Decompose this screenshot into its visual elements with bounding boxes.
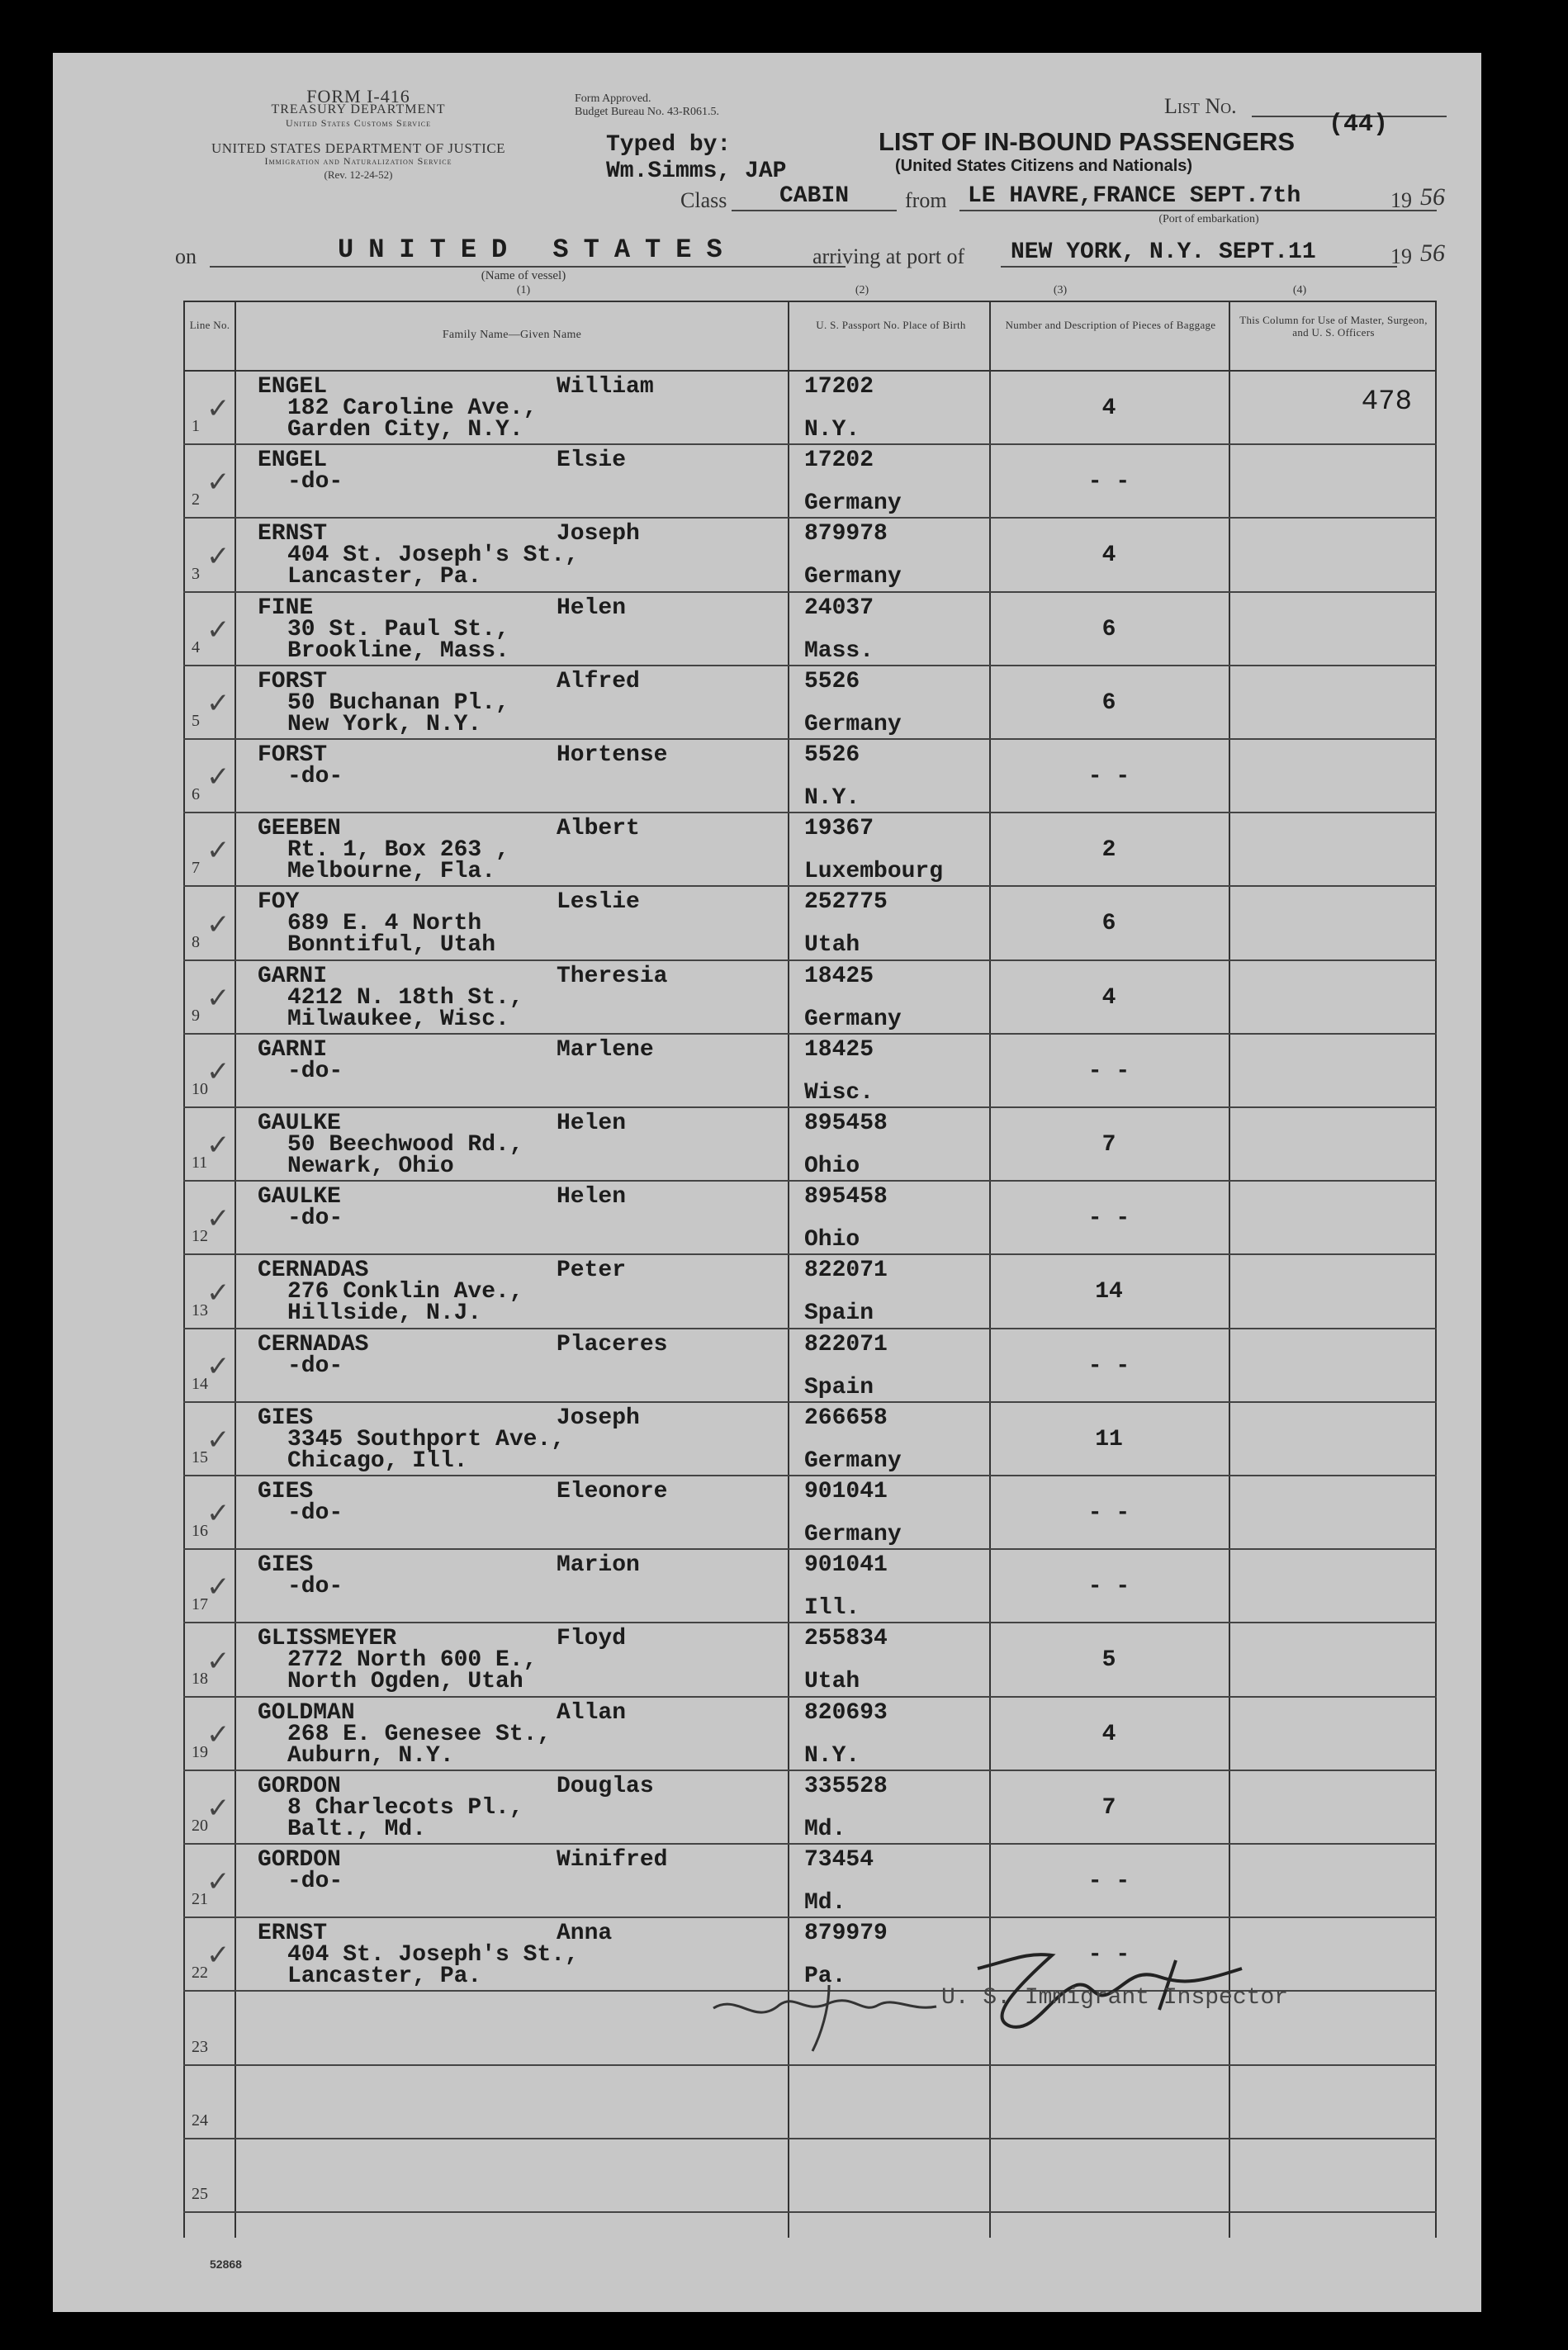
address-line-2: Newark, Ohio xyxy=(287,1154,454,1179)
passport-number: 5526 xyxy=(804,742,860,768)
family-name: GAULKE xyxy=(258,1184,341,1211)
check-mark-icon: ✓ xyxy=(206,760,230,794)
check-mark-icon: ✓ xyxy=(206,1497,230,1531)
class-underline xyxy=(732,210,897,211)
line-number: 13 xyxy=(192,1301,208,1320)
given-name: Floyd xyxy=(557,1626,627,1652)
check-mark-icon: ✓ xyxy=(206,1349,230,1383)
check-mark-icon: ✓ xyxy=(206,1717,230,1751)
table-row xyxy=(53,961,1481,1035)
family-name: GEEBEN xyxy=(258,816,341,842)
passport-number: 820693 xyxy=(804,1699,888,1726)
family-name: GOLDMAN xyxy=(258,1699,355,1726)
passport-number: 5526 xyxy=(804,668,860,694)
passport-number: 879978 xyxy=(804,521,888,547)
address-line-1: 276 Conklin Ave., xyxy=(287,1279,523,1305)
baggage-count: 7 xyxy=(1101,1132,1116,1158)
port-embarkation-caption: (Port of embarkation) xyxy=(1158,213,1259,225)
given-name: Peter xyxy=(557,1258,627,1284)
check-mark-icon: ✓ xyxy=(206,907,230,941)
table-row xyxy=(53,445,1481,519)
line-number: 8 xyxy=(192,932,200,951)
line-number: 21 xyxy=(192,1890,208,1909)
baggage-count: - - xyxy=(1087,1869,1130,1894)
family-name: FORST xyxy=(258,668,328,694)
vessel-caption: (Name of vessel) xyxy=(481,269,566,282)
family-name: FINE xyxy=(258,595,314,621)
line-number: 7 xyxy=(192,859,200,878)
table-top-border xyxy=(183,301,1437,302)
place-of-birth: N.Y. xyxy=(804,417,860,443)
address-line-2: Lancaster, Pa. xyxy=(287,1964,482,1990)
place-of-birth: Germany xyxy=(804,1447,902,1474)
passport-number: 252775 xyxy=(804,889,888,916)
address-line-2: Auburn, N.Y. xyxy=(287,1742,454,1769)
line-number: 15 xyxy=(192,1447,208,1466)
passport-number: 266658 xyxy=(804,1405,888,1431)
customs-service: United States Customs Service xyxy=(286,117,431,129)
address-line-1: -do- xyxy=(287,1574,343,1600)
passport-number: 895458 xyxy=(804,1111,888,1136)
address-line-2: Hillside, N.J. xyxy=(287,1301,482,1327)
check-mark-icon: ✓ xyxy=(206,686,230,720)
line-number: 4 xyxy=(192,637,200,656)
address-line-1: 404 St. Joseph's St., xyxy=(287,542,579,569)
line-number: 18 xyxy=(192,1669,208,1688)
place-of-birth: Wisc. xyxy=(804,1079,874,1106)
address-line-1: 182 Caroline Ave., xyxy=(287,396,538,421)
check-mark-icon: ✓ xyxy=(206,392,230,426)
table-row xyxy=(53,519,1481,592)
passport-number: 822071 xyxy=(804,1258,888,1284)
family-name: ERNST xyxy=(258,1921,328,1947)
place-of-birth: Md. xyxy=(804,1816,846,1842)
table-row xyxy=(53,2066,1481,2139)
baggage-count: 4 xyxy=(1101,396,1116,421)
passport-number: 19367 xyxy=(804,816,874,842)
passport-number: 17202 xyxy=(804,374,874,400)
document-subtitle: (United States Citizens and Nationals) xyxy=(895,157,1193,175)
given-name: Marlene xyxy=(557,1036,654,1063)
typed-by-label: Typed by: xyxy=(606,132,732,158)
line-number: 2 xyxy=(192,490,200,509)
place-of-birth: Md. xyxy=(804,1890,846,1916)
passport-number: 901041 xyxy=(804,1479,888,1504)
port-of-embarkation: LE HAVRE,FRANCE SEPT.7th xyxy=(968,183,1301,209)
check-mark-icon: ✓ xyxy=(206,1939,230,1973)
officer-note: 478 xyxy=(1361,386,1412,418)
header-passport: U. S. Passport No. Place of Birth xyxy=(816,319,966,331)
address-line-2: Lancaster, Pa. xyxy=(287,564,482,590)
check-mark-icon: ✓ xyxy=(206,613,230,647)
place-of-birth: Mass. xyxy=(804,637,874,664)
arriving-label: arriving at port of xyxy=(812,244,965,268)
year-prefix-1: 19 xyxy=(1390,188,1412,212)
year-suffix-1: 56 xyxy=(1420,183,1445,211)
header-baggage: Number and Description of Pieces of Baggage xyxy=(1005,319,1216,331)
line-number: 1 xyxy=(192,417,200,436)
form-print-number: 52868 xyxy=(210,2258,242,2271)
check-mark-icon: ✓ xyxy=(206,1129,230,1163)
check-mark-icon: ✓ xyxy=(206,1276,230,1310)
table-row xyxy=(53,1845,1481,1918)
family-name: CERNADAS xyxy=(258,1331,369,1357)
baggage-count: 6 xyxy=(1101,911,1116,937)
given-name: Allan xyxy=(557,1699,627,1726)
address-line-1: 3345 Southport Ave., xyxy=(287,1426,566,1452)
address-line-1: -do- xyxy=(287,1869,343,1894)
table-row xyxy=(53,813,1481,887)
given-name: Winifred xyxy=(557,1847,668,1873)
family-name: GORDON xyxy=(258,1847,341,1873)
document-title: LIST OF IN-BOUND PASSENGERS xyxy=(879,127,1296,156)
baggage-count: 4 xyxy=(1101,984,1116,1011)
year-prefix-2: 19 xyxy=(1390,244,1412,268)
family-name: GLISSMEYER xyxy=(258,1626,397,1652)
family-name: FOY xyxy=(258,889,300,916)
address-line-1: 404 St. Joseph's St., xyxy=(287,1942,579,1969)
family-name: ENGEL xyxy=(258,448,328,474)
column-number-2: (2) xyxy=(855,284,869,296)
table-row xyxy=(53,593,1481,666)
place-of-birth: Spain xyxy=(804,1301,874,1327)
place-of-birth: N.Y. xyxy=(804,1742,860,1769)
line-number: 3 xyxy=(192,564,200,583)
table-row xyxy=(53,666,1481,740)
place-of-birth: Germany xyxy=(804,564,902,590)
passport-number: 255834 xyxy=(804,1626,888,1652)
department-of-justice: UNITED STATES DEPARTMENT OF JUSTICE xyxy=(211,140,506,156)
address-line-1: -do- xyxy=(287,1353,343,1379)
line-number: 6 xyxy=(192,785,200,804)
line-number: 23 xyxy=(192,2037,208,2056)
given-name: Albert xyxy=(557,816,640,842)
line-number: 10 xyxy=(192,1079,208,1098)
typed-by-name: Wm.Simms, JAP xyxy=(606,159,787,184)
line-number: 25 xyxy=(192,2184,208,2203)
form-approved: Form Approved. xyxy=(575,92,651,105)
given-name: Helen xyxy=(557,1111,627,1136)
passport-number: 901041 xyxy=(804,1552,888,1579)
given-name: Helen xyxy=(557,1184,627,1211)
baggage-count: - - xyxy=(1087,1942,1130,1969)
family-name: ENGEL xyxy=(258,374,328,400)
vessel-name: UNITED STATES xyxy=(338,235,737,265)
family-name: FORST xyxy=(258,742,328,768)
passport-number: 17202 xyxy=(804,448,874,474)
line-number: 17 xyxy=(192,1595,208,1614)
table-row xyxy=(53,1108,1481,1182)
given-name: Elsie xyxy=(557,448,627,474)
check-mark-icon: ✓ xyxy=(206,1791,230,1825)
given-name: Alfred xyxy=(557,668,640,694)
address-line-1: -do- xyxy=(287,1500,343,1526)
line-number: 9 xyxy=(192,1006,200,1025)
line-number: 20 xyxy=(192,1816,208,1835)
address-line-1: -do- xyxy=(287,1058,343,1084)
address-line-1: 30 St. Paul St., xyxy=(287,616,509,642)
ins-label: Immigration and Naturalization Service xyxy=(264,155,452,167)
line-number: 19 xyxy=(192,1742,208,1761)
address-line-2: Melbourne, Fla. xyxy=(287,859,496,885)
address-line-1: -do- xyxy=(287,764,343,789)
on-label: on xyxy=(175,244,197,268)
list-number-label: List No. xyxy=(1164,94,1237,118)
table-row xyxy=(53,740,1481,813)
baggage-count: 14 xyxy=(1095,1279,1123,1305)
family-name: GARNI xyxy=(258,963,328,989)
place-of-birth: Utah xyxy=(804,1669,860,1695)
place-of-birth: Ill. xyxy=(804,1595,860,1622)
place-of-birth: N.Y. xyxy=(804,785,860,811)
family-name: ERNST xyxy=(258,521,328,547)
address-line-1: Rt. 1, Box 263 , xyxy=(287,837,509,864)
arrival-underline xyxy=(1001,266,1397,268)
place-of-birth: Ohio xyxy=(804,1227,860,1253)
table-row xyxy=(53,372,1481,445)
passport-number: 895458 xyxy=(804,1184,888,1211)
baggage-count: - - xyxy=(1087,1353,1130,1379)
place-of-birth: Germany xyxy=(804,1006,902,1032)
header-family-name: Family Name—Given Name xyxy=(442,329,582,341)
check-mark-icon: ✓ xyxy=(206,1571,230,1604)
baggage-count: 6 xyxy=(1101,616,1116,642)
given-name: Anna xyxy=(557,1921,613,1947)
address-line-1: 2772 North 600 E., xyxy=(287,1647,538,1674)
check-mark-icon: ✓ xyxy=(206,1644,230,1678)
line-number: 22 xyxy=(192,1964,208,1983)
address-line-1: 50 Buchanan Pl., xyxy=(287,689,509,716)
baggage-count: 2 xyxy=(1101,837,1116,864)
baggage-count: - - xyxy=(1087,1500,1130,1526)
table-row xyxy=(53,1255,1481,1329)
table-row xyxy=(53,2139,1481,2213)
check-mark-icon: ✓ xyxy=(206,539,230,573)
header-officers: This Column for Use of Master, Surgeon, and U. S. Officers xyxy=(1239,314,1428,339)
table-row xyxy=(53,887,1481,960)
list-number-value: (44) xyxy=(1329,111,1389,139)
baggage-count: - - xyxy=(1087,1574,1130,1600)
check-mark-icon: ✓ xyxy=(206,981,230,1015)
address-line-1: -do- xyxy=(287,1206,343,1232)
baggage-count: 7 xyxy=(1101,1794,1116,1821)
address-line-2: New York, N.Y. xyxy=(287,711,482,737)
place-of-birth: Spain xyxy=(804,1374,874,1400)
passport-number: 335528 xyxy=(804,1773,888,1799)
family-name: GAULKE xyxy=(258,1111,341,1136)
address-line-2: Chicago, Ill. xyxy=(287,1447,468,1474)
line-number: 24 xyxy=(192,2111,208,2130)
check-mark-icon: ✓ xyxy=(206,1423,230,1457)
place-of-birth: Germany xyxy=(804,490,902,517)
family-name: CERNADAS xyxy=(258,1258,369,1284)
from-label: from xyxy=(905,188,947,212)
table-row xyxy=(53,1182,1481,1255)
class-value: CABIN xyxy=(779,183,850,209)
passport-number: 822071 xyxy=(804,1331,888,1357)
family-name: GORDON xyxy=(258,1773,341,1799)
table-row xyxy=(53,1403,1481,1476)
passport-number: 73454 xyxy=(804,1847,874,1873)
table-row xyxy=(53,1550,1481,1623)
row-divider xyxy=(183,2211,1437,2213)
port-of-arrival: NEW YORK, N.Y. SEPT.11 xyxy=(1011,239,1316,265)
address-line-1: 268 E. Genesee St., xyxy=(287,1721,552,1747)
column-number-3: (3) xyxy=(1053,284,1068,296)
place-of-birth: Germany xyxy=(804,711,902,737)
line-number: 16 xyxy=(192,1522,208,1541)
from-underline xyxy=(959,210,1437,211)
column-number-1: (1) xyxy=(516,284,531,296)
revision-date: (Rev. 12-24-52) xyxy=(324,168,393,181)
place-of-birth: Ohio xyxy=(804,1154,860,1179)
address-line-1: 4212 N. 18th St., xyxy=(287,984,523,1011)
given-name: Leslie xyxy=(557,889,640,916)
given-name: Helen xyxy=(557,595,627,621)
place-of-birth: Utah xyxy=(804,932,860,959)
passenger-list-sheet xyxy=(53,53,1481,2312)
baggage-count: 6 xyxy=(1101,689,1116,716)
baggage-count: 5 xyxy=(1101,1647,1116,1674)
line-number: 12 xyxy=(192,1227,208,1246)
address-line-1: -do- xyxy=(287,469,343,495)
baggage-count: - - xyxy=(1087,1058,1130,1084)
table-row xyxy=(53,1623,1481,1697)
passport-number: 24037 xyxy=(804,595,874,621)
passport-number: 18425 xyxy=(804,963,874,989)
column-number-4: (4) xyxy=(1292,284,1307,296)
line-number: 11 xyxy=(192,1154,208,1173)
treasury-department: TREASURY DEPARTMENT xyxy=(271,102,446,116)
class-label: Class xyxy=(680,188,727,212)
given-name: Joseph xyxy=(557,521,640,547)
address-line-1: 8 Charlecots Pl., xyxy=(287,1794,523,1821)
table-row xyxy=(53,1329,1481,1403)
baggage-count: 4 xyxy=(1101,1721,1116,1747)
budget-bureau-number: Budget Bureau No. 43-R061.5. xyxy=(575,106,719,118)
address-line-1: 689 E. 4 North xyxy=(287,911,482,937)
vessel-underline xyxy=(210,266,846,268)
given-name: Joseph xyxy=(557,1405,640,1431)
line-number: 5 xyxy=(192,711,200,730)
given-name: Eleonore xyxy=(557,1479,668,1504)
header-line-no: Line No. xyxy=(189,319,230,331)
baggage-count: - - xyxy=(1087,764,1130,789)
table-row xyxy=(53,1698,1481,1771)
address-line-2: Garden City, N.Y. xyxy=(287,417,523,443)
family-name: GIES xyxy=(258,1405,314,1431)
table-row xyxy=(53,1476,1481,1550)
address-line-2: Brookline, Mass. xyxy=(287,637,509,664)
form-number: FORM I-416 xyxy=(306,86,410,107)
address-line-2: North Ogden, Utah xyxy=(287,1669,523,1695)
baggage-count: - - xyxy=(1087,1206,1130,1232)
baggage-count: 11 xyxy=(1095,1426,1123,1452)
check-mark-icon: ✓ xyxy=(206,1202,230,1236)
family-name: GIES xyxy=(258,1552,314,1579)
family-name: GIES xyxy=(258,1479,314,1504)
given-name: Placeres xyxy=(557,1331,668,1357)
check-mark-icon: ✓ xyxy=(206,834,230,868)
baggage-count: 4 xyxy=(1101,542,1116,569)
table-row xyxy=(53,1771,1481,1845)
family-name: GARNI xyxy=(258,1036,328,1063)
line-number: 14 xyxy=(192,1374,208,1393)
address-line-2: Milwaukee, Wisc. xyxy=(287,1006,509,1032)
check-mark-icon: ✓ xyxy=(206,466,230,500)
address-line-1: 50 Beechwood Rd., xyxy=(287,1132,523,1158)
address-line-2: Balt., Md. xyxy=(287,1816,427,1842)
address-line-2: Bonntiful, Utah xyxy=(287,932,496,959)
place-of-birth: Luxembourg xyxy=(804,859,944,885)
check-mark-icon: ✓ xyxy=(206,1865,230,1899)
given-name: Hortense xyxy=(557,742,668,768)
given-name: Douglas xyxy=(557,1773,654,1799)
passport-number: 879979 xyxy=(804,1921,888,1947)
place-of-birth: Pa. xyxy=(804,1964,846,1990)
check-mark-icon: ✓ xyxy=(206,1054,230,1088)
given-name: Theresia xyxy=(557,963,668,989)
given-name: William xyxy=(557,374,654,400)
place-of-birth: Germany xyxy=(804,1522,902,1547)
baggage-count: - - xyxy=(1087,469,1130,495)
year-suffix-2: 56 xyxy=(1420,239,1445,267)
inspector-label: U. S. Immigrant Inspector xyxy=(941,1985,1289,2011)
passport-number: 18425 xyxy=(804,1036,874,1063)
given-name: Marion xyxy=(557,1552,640,1579)
table-row xyxy=(53,1035,1481,1108)
